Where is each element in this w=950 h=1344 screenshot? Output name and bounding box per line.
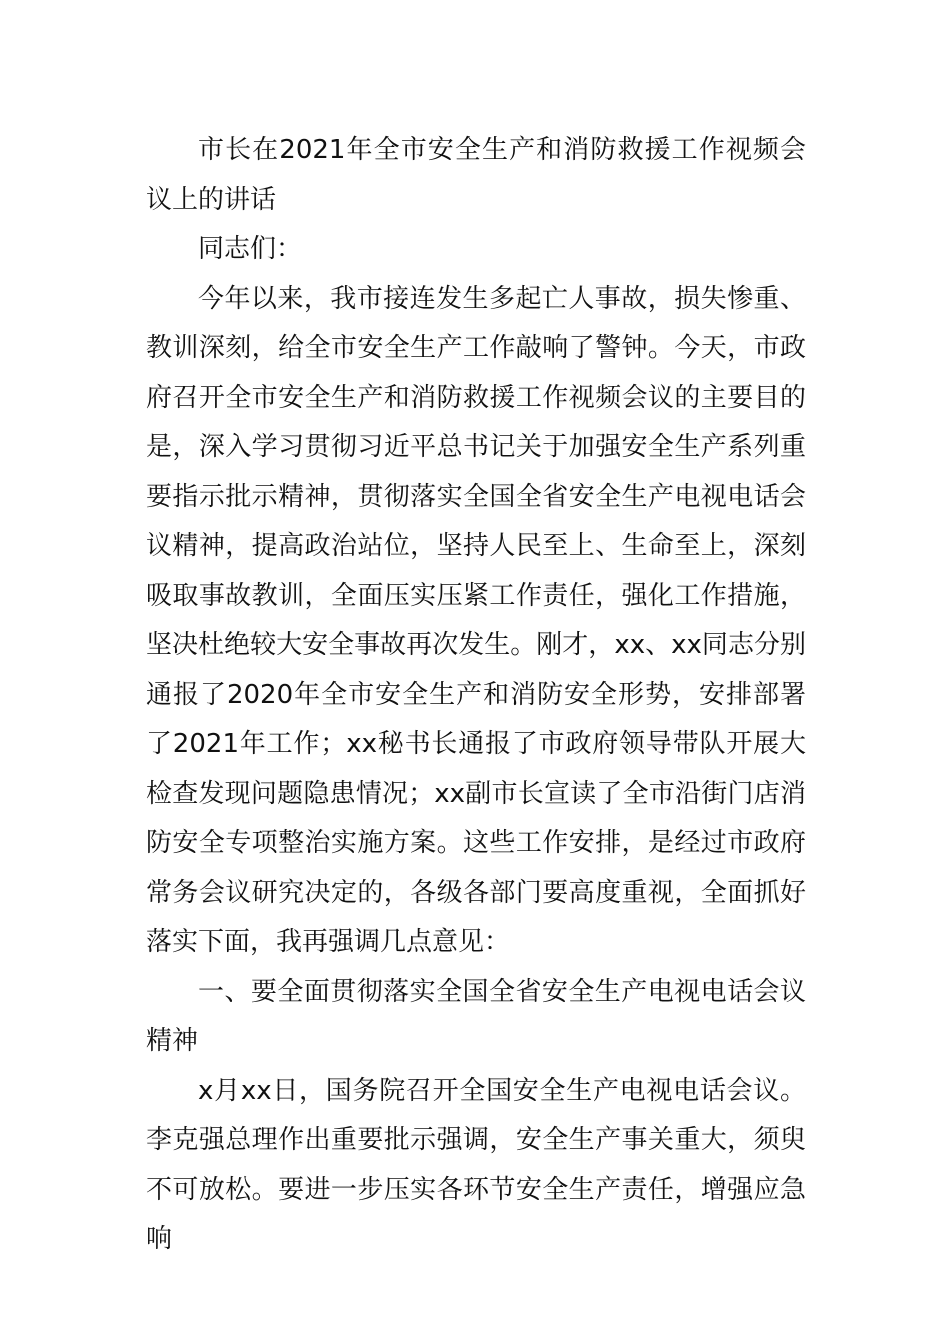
section-heading-1: 一、要全面贯彻落实全国全省安全生产电视电话会议精神 <box>146 976 806 1056</box>
document-title: 市长在2021年全市安全生产和消防救援工作视频会议上的讲话 <box>146 135 806 215</box>
document-body <box>146 126 806 1265</box>
paragraph-intro: 今年以来，我市接连发生多起亡人事故，损失惨重、教训深刻，给全市安全生产工作敲响了警钟。今天，市政府召开全市安全生产和消防救援工作视频会议的主要目的是，深入学习贯彻习近平总书记关于加强安全生产系列重要指示批示精神，贯彻落实全国全省安全生产电视电话会议精神，提高政治站位，坚持人民至上、生命至上，深刻吸取事故教训，全面压实压紧工作责任，强化工作措施，坚决杜绝较大安全事故再次发生。刚才，xx、xx同志分别通报了2020年全市安全生产和消防安全形势，安排部署了2021年工作；xx秘书长通报了市政府领导带队开展大检查发现问题隐患情况；xx副市长宣读了全市沿街门店消防安全专项整治实施方案。这些工作安排，是经过市政府常务会议研究决定的，各级各部门要高度重视，全面抓好落实下面，我再强调几点意见： <box>146 283 806 957</box>
paragraph-section-1: x月xx日，国务院召开全国安全生产电视电话会议。李克强总理作出重要批示强调，安全生产事关重大，须臾不可放松。要进一步压实各环节安全生产责任，增强应急响 <box>146 1075 806 1254</box>
greeting: 同志们： <box>198 234 303 264</box>
